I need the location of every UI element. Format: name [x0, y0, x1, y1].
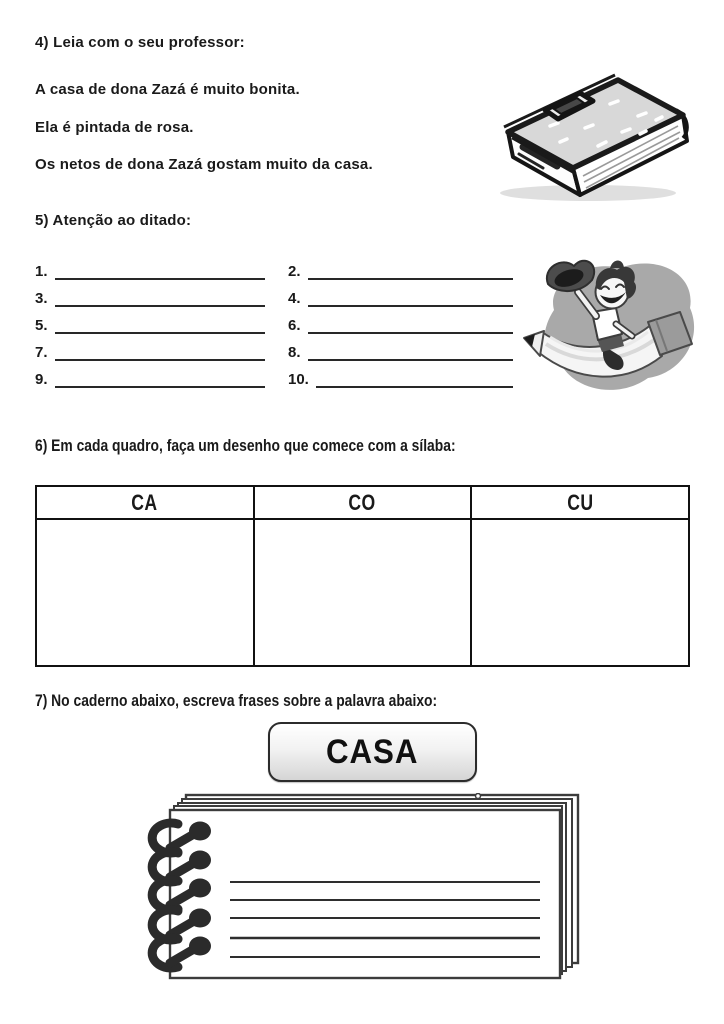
section4-sentence-1: A casa de dona Zazá é muito bonita.: [35, 81, 300, 98]
dictation-row: [35, 338, 515, 365]
section6-heading: 6) Em cada quadro, faça um desenho que comece com a sílaba:: [35, 437, 456, 455]
dictation-number: 8.: [288, 344, 301, 361]
syllable-table-header-row: [36, 486, 689, 519]
dictation-number: 3.: [35, 290, 48, 307]
dictation-blank-line: [55, 278, 265, 280]
dictation-number: 9.: [35, 371, 48, 388]
dictation-blank-line: [308, 278, 513, 280]
casa-word-label: CASA: [326, 732, 419, 771]
dictation-blank-line: [55, 305, 265, 307]
syllable-header-ca: CA: [36, 486, 254, 519]
dictation-number: 7.: [35, 344, 48, 361]
dictation-list: [35, 257, 515, 392]
dictation-row: [35, 284, 515, 311]
section4-sentence-3: Os netos de dona Zazá gostam muito da casa.: [35, 156, 373, 173]
section4-sentence-2: Ela é pintada de rosa.: [35, 119, 194, 136]
casa-word-badge: [268, 722, 477, 782]
dictation-blank-line: [55, 359, 265, 361]
syllable-header-cu: CU: [471, 486, 689, 519]
dictation-blank-line: [316, 386, 513, 388]
dictation-number: 5.: [35, 317, 48, 334]
dictation-blank-line: [55, 332, 265, 334]
book-illustration: [490, 68, 694, 204]
spiral-notebook-illustration: [138, 793, 590, 988]
dictation-row: [35, 257, 515, 284]
dictation-blank-line: [308, 305, 513, 307]
kid-riding-pencil-illustration: [520, 252, 696, 402]
dictation-blank-line: [55, 386, 265, 388]
dictation-blank-line: [308, 359, 513, 361]
drawing-cell-ca: [36, 519, 254, 666]
dictation-number: 1.: [35, 263, 48, 280]
syllable-table-drawing-row: [36, 519, 689, 666]
dictation-number: 6.: [288, 317, 301, 334]
section7-heading: 7) No caderno abaixo, escreva frases sobre a palavra abaixo:: [35, 692, 438, 710]
syllable-header-co: CO: [254, 486, 472, 519]
section4-heading: 4) Leia com o seu professor:: [35, 34, 245, 51]
dictation-number: 4.: [288, 290, 301, 307]
dictation-blank-line: [308, 332, 513, 334]
syllable-table: [35, 485, 690, 667]
dictation-row: [35, 365, 515, 392]
dictation-row: [35, 311, 515, 338]
dictation-number: 10.: [288, 371, 309, 388]
dictation-number: 2.: [288, 263, 301, 280]
section5-heading: 5) Atenção ao ditado:: [35, 212, 192, 229]
drawing-cell-co: [254, 519, 472, 666]
drawing-cell-cu: [471, 519, 689, 666]
